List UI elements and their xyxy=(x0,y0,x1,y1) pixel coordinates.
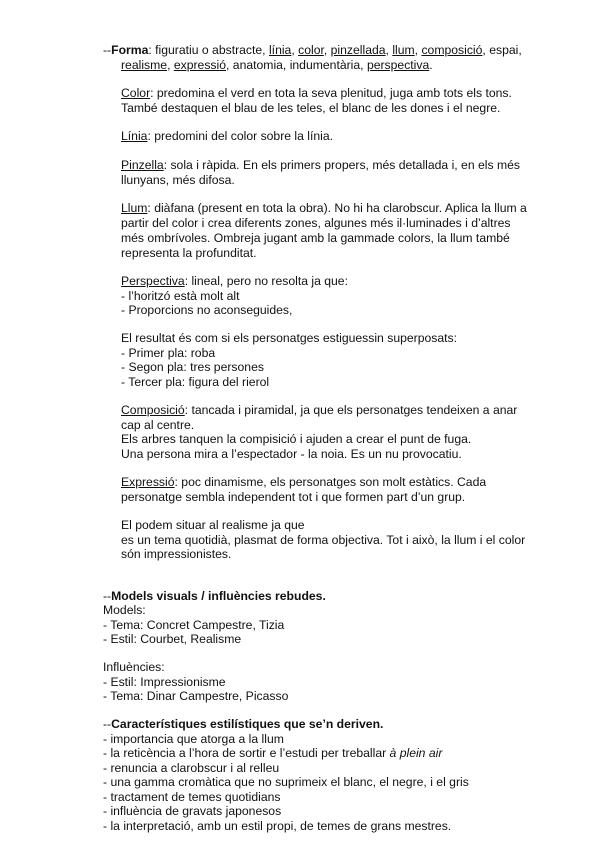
forma-line-1 xyxy=(103,43,522,58)
pinzella-line-2: llunyans, més difosa. xyxy=(121,173,235,187)
composicio-line-4: Una persona mira a l’espectador - la noia. Es un nu provocatiu. xyxy=(121,447,462,461)
perspectiva-line-3: - Proporcions no aconseguides, xyxy=(121,303,293,317)
forma-line2-mid: , anatomia, indumentària, xyxy=(226,58,367,72)
resultat-line-2: - Primer pla: roba xyxy=(121,346,216,360)
bullet-prefix: -- xyxy=(103,589,112,603)
sep: , xyxy=(385,43,393,57)
llum-line-2: partir del color i crea diferents zones, algunes més il·luminades i d’altres xyxy=(121,216,511,230)
models-heading: Models visuals / influències rebudes. xyxy=(111,589,326,603)
models-line-3: - Estil: Courbet, Realisme xyxy=(103,632,242,646)
color-text: : predomina el verd en tota la seva plenitud, juga amb tots els tons. xyxy=(150,86,512,100)
llum-line-3: més ombrívoles. Ombreja jugant amb la gammade colors, la llum també xyxy=(121,231,510,245)
caract-item: - renuncia a clarobscur i al relleu xyxy=(103,761,280,775)
composicio-label: Composició xyxy=(121,403,185,417)
pinzella-text: : sola i ràpida. En els primers propers, més detallada i, en els més xyxy=(163,158,520,172)
color-line-2: També destaquen el blau de les teles, el blanc de les dones i el negre. xyxy=(121,101,501,115)
composicio-line-1 xyxy=(121,403,517,418)
sep: , xyxy=(323,43,331,57)
composicio-text: : tancada i piramidal, ja que els personatges tendeixen a anar xyxy=(184,403,518,417)
forma-heading: Forma xyxy=(111,43,149,57)
perspectiva-label: Perspectiva xyxy=(121,274,185,288)
linia-line xyxy=(121,129,333,144)
expressio-line-2: personatge sembla independent tot i que formen part d’un grup. xyxy=(121,490,466,504)
resultat-line-1: El resultat és com si els personatges estiguessin superposats: xyxy=(121,331,458,345)
caract-item-text: - la reticència a l’hora de sortir e l’estudi per treballar xyxy=(103,746,390,760)
caract-heading: Característiques estilístiques que se’n deriven. xyxy=(111,717,384,731)
color-line-1 xyxy=(121,86,512,101)
expressio-line-1 xyxy=(121,475,486,490)
term-expressio: expressió xyxy=(173,58,227,72)
llum-text: : diàfana (present en tota la obra). No hi ha clarobscur. Aplica la llum a xyxy=(147,201,527,215)
caract-item: - influència de gravats japonesos xyxy=(103,804,282,818)
models-line-2: - Tema: Concret Campestre, Tizia xyxy=(103,618,285,632)
sep: , xyxy=(291,43,299,57)
perspectiva-line-1 xyxy=(121,274,348,289)
llum-line-4: representa la profunditat. xyxy=(121,246,257,260)
term-llum: llum xyxy=(392,43,415,57)
llum-label: Llum xyxy=(121,201,148,215)
forma-line2-end: . xyxy=(429,58,433,72)
sep: , xyxy=(414,43,422,57)
composicio-line-3: Els arbres tanquen la compisició i ajuden a crear el punt de fuga. xyxy=(121,432,472,446)
expressio-label: Expressió xyxy=(121,475,175,489)
resultat-line-4: - Tercer pla: figura del rierol xyxy=(121,375,270,389)
models-line-1: Models: xyxy=(103,603,146,617)
llum-line-1 xyxy=(121,201,527,216)
linia-text: : predomini del color sobre la línia. xyxy=(147,129,334,143)
forma-intro-end: , espai, xyxy=(482,43,522,57)
influencies-line-2: - Estil: Impressionisme xyxy=(103,675,226,689)
pinzella-line-1 xyxy=(121,158,520,173)
linia-label: Línia xyxy=(121,129,148,143)
caract-item xyxy=(103,746,442,761)
forma-intro: : figuratiu o abstracte, xyxy=(148,43,269,57)
forma-line-2 xyxy=(121,58,433,73)
bullet-prefix: -- xyxy=(103,43,112,57)
caract-item: - importancia que atorga a la llum xyxy=(103,732,284,746)
influencies-line-3: - Tema: Dinar Campestre, Picasso xyxy=(103,689,289,703)
resultat-line-3: - Segon pla: tres persones xyxy=(121,360,264,374)
caract-item: - la interpretació, amb un estil propi, de temes de grans mestres. xyxy=(103,819,452,833)
sep: , xyxy=(167,58,174,72)
composicio-line-2: cap al centre. xyxy=(121,418,195,432)
caract-item: - una gamma cromàtica que no suprimeix el blanc, el negre, i el gris xyxy=(103,775,469,789)
expressio-text: : poc dinamisme, els personatges son molt estàtics. Cada xyxy=(174,475,487,489)
term-linia: línia xyxy=(268,43,292,57)
perspectiva-line-2: - l’horitzó està molt alt xyxy=(121,289,240,303)
term-perspectiva: perspectiva xyxy=(366,58,430,72)
podem-line-1: El podem situar al realisme ja que xyxy=(121,518,305,532)
influencies-line-1: Influències: xyxy=(103,660,165,674)
term-pinzellada: pinzellada xyxy=(330,43,386,57)
models-heading-line xyxy=(103,589,326,604)
caract-item: - tractament de temes quotidians xyxy=(103,790,281,804)
term-composicio: composició xyxy=(421,43,483,57)
perspectiva-text: : lineal, pero no resolta ja que: xyxy=(184,274,348,288)
bullet-prefix: -- xyxy=(103,717,112,731)
podem-line-3: són impressionistes. xyxy=(121,547,232,561)
podem-line-2: es un tema quotidià, plasmat de forma objectiva. Tot i això, la llum i el color xyxy=(121,533,526,547)
caract-italic: à plein air xyxy=(389,746,443,760)
term-color: color xyxy=(298,43,324,57)
color-label: Color xyxy=(121,86,151,100)
term-realisme: realisme xyxy=(121,58,168,72)
pinzella-label: Pinzella xyxy=(121,158,164,172)
caract-heading-line xyxy=(103,717,383,732)
